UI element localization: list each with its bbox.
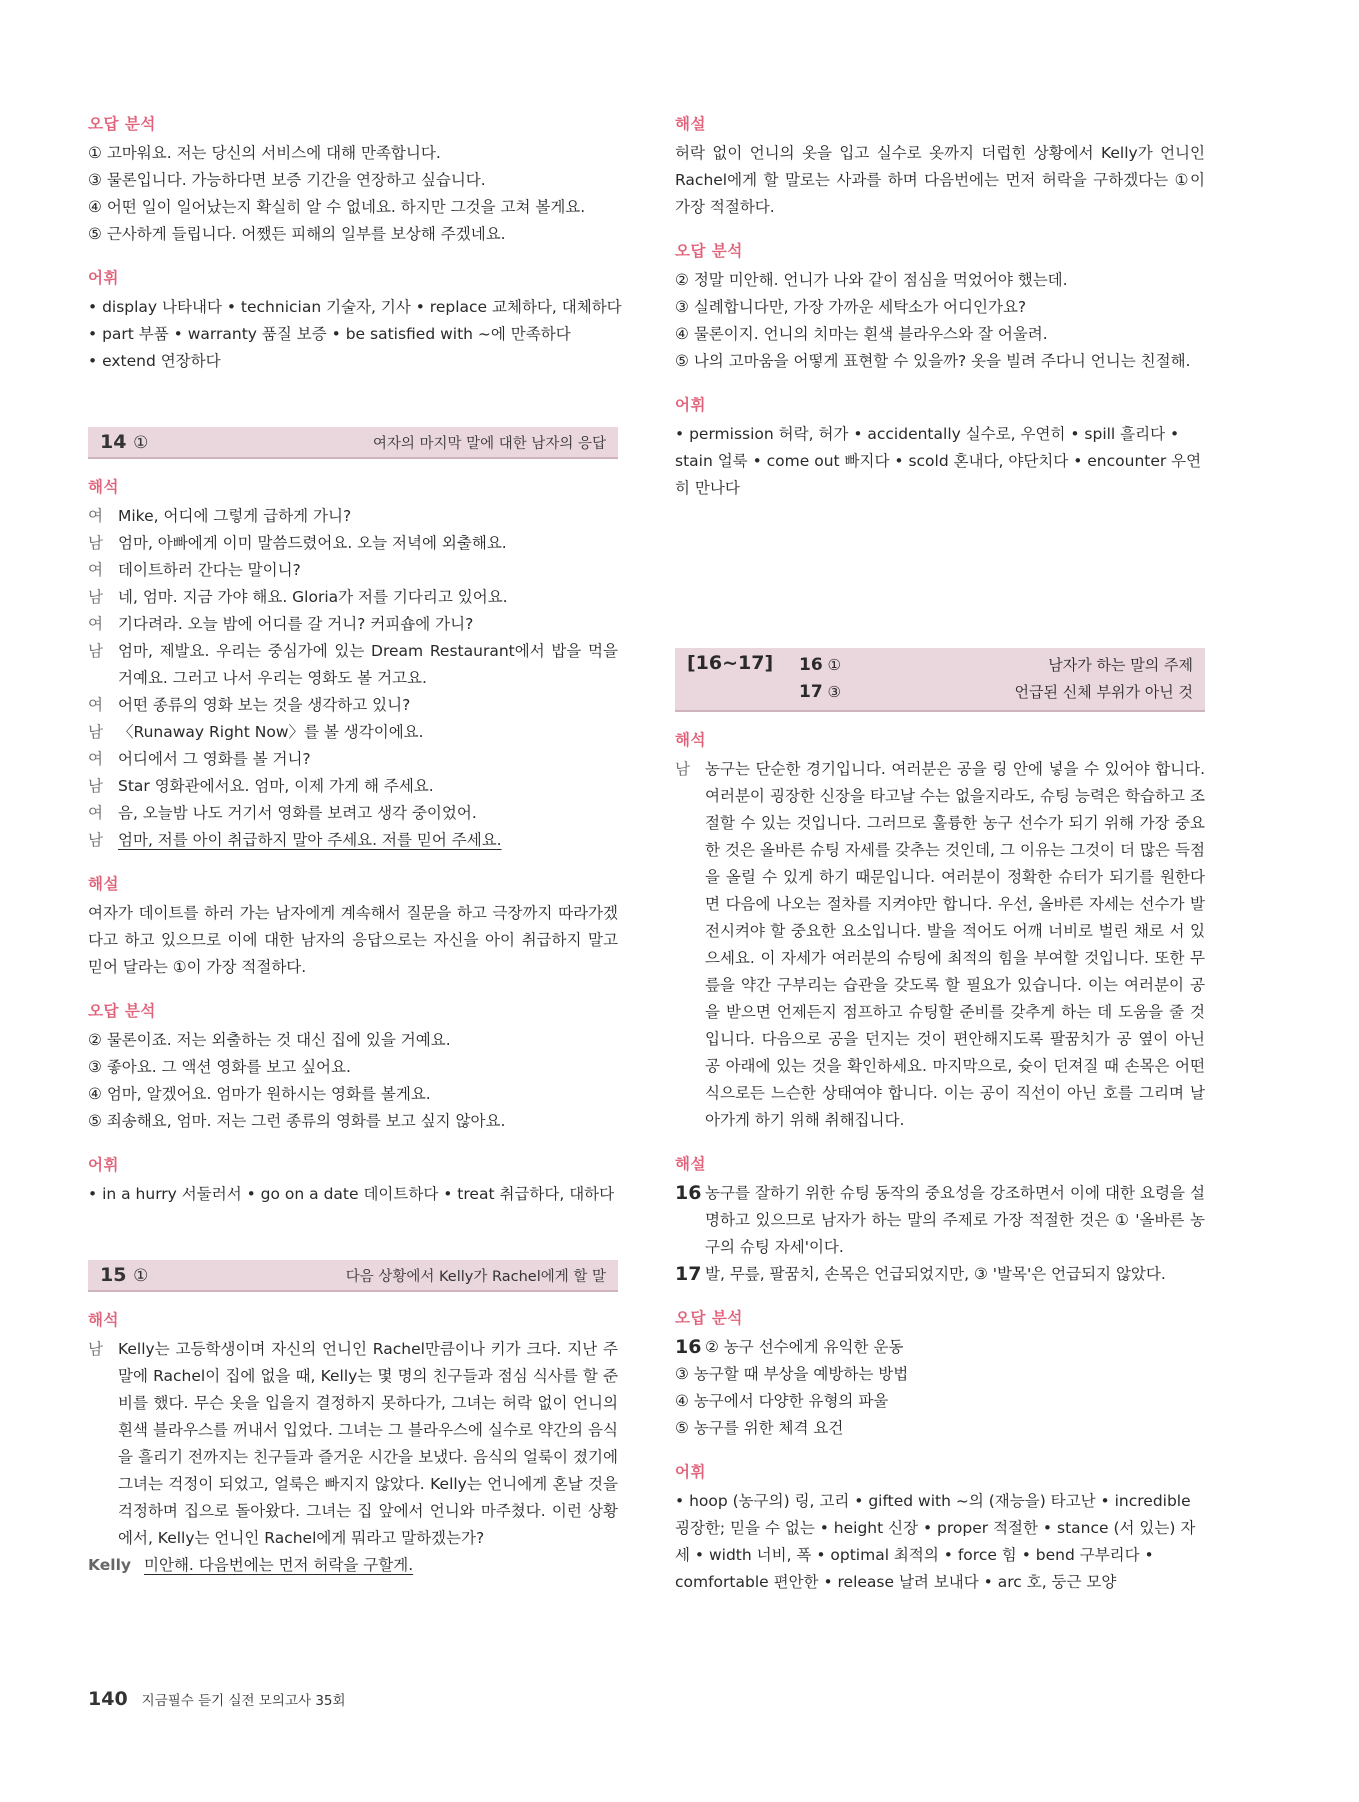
dialogue-line: 남 Star 영화관에서요. 엄마, 이제 가게 해 주세요. xyxy=(88,777,434,795)
wrong-item: ③ 실례합니다만, 가장 가까운 세탁소가 어디인가요? xyxy=(675,298,1027,316)
vocab-label: 어휘 xyxy=(88,1156,119,1174)
vocab-label: 어휘 xyxy=(88,269,119,287)
wrong-item: ② 물론이죠. 저는 외출하는 것 대신 집에 있을 거예요. xyxy=(88,1031,451,1049)
vocab-line: • extend 연장하다 xyxy=(88,352,221,370)
wrong-item: ⑤ 나의 고마움을 어떻게 표현할 수 있을까? 옷을 빌려 주다니 언니는 친절해. xyxy=(675,352,1191,370)
answer-line: Kelly 미안해. 다음번에는 먼저 허락을 구할게. xyxy=(88,1556,414,1574)
wrong-item: ⑤ 죄송해요, 엄마. 저는 그런 종류의 영화를 보고 싶지 않아요. xyxy=(88,1112,506,1130)
vocab-label: 어휘 xyxy=(675,396,706,414)
wrong-analysis-label: 오답 분석 xyxy=(675,1309,743,1327)
dialogue-line: 남 네, 엄마. 지금 가야 해요. Gloria가 저를 기다리고 있어요. xyxy=(88,588,508,606)
script-label: 해석 xyxy=(88,478,119,496)
vocab-line: • display 나타내다 • technician 기술자, 기사 • replace 교체하다, 대체하다 xyxy=(88,298,622,316)
wrong-item: ⑤ 농구를 위한 체격 요건 xyxy=(675,1419,844,1437)
wrong-item: ④ 물론이지. 언니의 치마는 흰색 블라우스와 잘 어울려. xyxy=(675,325,1048,343)
book-title: 지금필수 듣기 실전 모의고사 35회 xyxy=(141,1693,346,1709)
dialogue-line: 남 엄마, 제발요. 우리는 중심가에 있는 Dream Restaurant에서 밥을 먹을 거예요. 그러고 나서 우리는 영화도 볼 거고요. xyxy=(88,642,618,687)
wrong-item: ① 고마워요. 저는 당신의 서비스에 대해 만족합니다. xyxy=(88,144,441,162)
wrong-analysis-label: 오답 분석 xyxy=(675,242,743,260)
explain-label: 해설 xyxy=(88,875,119,893)
explanation-17: 17 발, 무릎, 팔꿈치, 손목은 언급되었지만, ③ '발목'은 언급되지 않았다. xyxy=(675,1263,1166,1285)
explanation: 여자가 데이트를 하러 가는 남자에게 계속해서 질문을 하고 극장까지 따라가겠다고 하고 있으므로 이에 대한 남자의 응답으로는 자신을 아이 취급하지 말고 믿어 달라는 ①이 가장 적절하다. xyxy=(88,904,618,976)
vocab-block: • hoop (농구의) 링, 고리 • gifted with ~의 (재능을) 타고난 • incredible 굉장한; 믿을 수 없는 • height 신장 • proper 적절한 • stance (서 있는) 자세 • width 너비, 폭 • optimal 최적의 • force 힘 • bend 구부리다 • comfortable 편안한 • release 날려 보내다 • arc 호, 둥근 모양 xyxy=(675,1492,1196,1591)
explanation: 허락 없이 언니의 옷을 입고 실수로 옷까지 더럽힌 상황에서 Kelly가 언니인 Rachel에게 할 말로는 사과를 하며 다음번에는 먼저 허락을 구하겠다는 ①이 가장 적절하다. xyxy=(675,144,1205,216)
question-number: 15 ① xyxy=(100,1264,149,1286)
right-column xyxy=(675,112,1205,1596)
explanation-16: 16 농구를 잘하기 위한 슈팅 동작의 중요성을 강조하면서 이에 대한 요령을 설명하고 있으므로 남자가 하는 말의 주제로 가장 적절한 것은 ① '올바른 농구의 슈팅 자세'이다. xyxy=(675,1182,1205,1256)
explain-label: 해설 xyxy=(675,1155,706,1173)
dialogue-line: 여 데이트하러 간다는 말이니? xyxy=(88,561,301,579)
question-14-header xyxy=(88,427,618,459)
wrong-item: ⑤ 근사하게 들립니다. 어쨌든 피해의 일부를 보상해 주겠네요. xyxy=(88,225,506,243)
vocab-label: 어휘 xyxy=(675,1463,706,1481)
question-description: 여자의 마지막 말에 대한 남자의 응답 xyxy=(372,435,606,452)
wrong-item: ④ 농구에서 다양한 유형의 파울 xyxy=(675,1392,889,1410)
dialogue-line: 여 음, 오늘밤 나도 거기서 영화를 보려고 생각 중이었어. xyxy=(88,804,477,822)
question-range: [16~17] xyxy=(687,652,774,674)
dialogue-line: 여 기다려라. 오늘 밤에 어디를 갈 거니? 커피숍에 가니? xyxy=(88,615,474,633)
wrong-item: 16 ② 농구 선수에게 유익한 운동 xyxy=(675,1336,904,1358)
dialogue-line: 남 〈Runaway Right Now〉를 볼 생각이에요. xyxy=(88,723,424,741)
wrong-item: ④ 엄마, 알겠어요. 엄마가 원하시는 영화를 볼게요. xyxy=(88,1085,431,1103)
script-label: 해석 xyxy=(88,1311,119,1329)
vocab-block: • permission 허락, 허가 • accidentally 실수로, 우연히 • spill 흘리다 • stain 얼룩 • come out 빠지다 • scold 혼내다, 야단치다 • encounter 우연히 만나다 xyxy=(675,425,1202,497)
wrong-item: ③ 좋아요. 그 액션 영화를 보고 싶어요. xyxy=(88,1058,351,1076)
wrong-item: ② 정말 미안해. 언니가 나와 같이 점심을 먹었어야 했는데. xyxy=(675,271,1068,289)
page-number: 140 xyxy=(88,1688,128,1710)
vocab-line: • in a hurry 서둘러서 • go on a date 데이트하다 • treat 취급하다, 대하다 xyxy=(88,1185,615,1203)
question-row: 16 ① 남자가 하는 말의 주제 xyxy=(799,655,1193,675)
dialogue-line: 여 Mike, 어디에 그렇게 급하게 가니? xyxy=(88,507,352,525)
dialogue-line: 여 어떤 종류의 영화 보는 것을 생각하고 있니? xyxy=(88,696,411,714)
question-row: 17 ③ 언급된 신체 부위가 아닌 것 xyxy=(799,682,1193,702)
question-description: 다음 상황에서 Kelly가 Rachel에게 할 말 xyxy=(345,1268,606,1285)
dialogue-line: 여 어디에서 그 영화를 볼 거니? xyxy=(88,750,311,768)
narration: 남 Kelly는 고등학생이며 자신의 언니인 Rachel만큼이나 키가 크다. 지난 주말에 Rachel이 집에 없을 때, Kelly는 몇 명의 친구들과 점심 식사를 할 준비를 했다. 무슨 옷을 입을지 결정하지 못하다가, 그녀는 허락 없이 언니의 흰색 블라우스를 꺼내서 입었다. 그녀는 그 블라우스에 실수로 약간의 음식을 흘리기 전까지는 친구들과 즐거운 시간을 보냈다. 음식의 얼룩이 졌기에 그녀는 걱정이 되었고, 얼룩은 빠지지 않았다. Kelly는 언니에게 혼날 것을 걱정하며 집으로 돌아왔다. 그녀는 집 앞에서 언니와 마주쳤다. 이런 상황에서, Kelly는 언니인 Rachel에게 뭐라고 말하겠는가? xyxy=(88,1340,618,1547)
question-number: 14 ① xyxy=(100,431,149,453)
question-15-header xyxy=(88,1260,618,1292)
wrong-item: ④ 어떤 일이 일어났는지 확실히 알 수 없네요. 하지만 그것을 고쳐 볼게요. xyxy=(88,198,586,216)
vocab-line: • part 부품 • warranty 품질 보증 • be satisfied with ~에 만족하다 xyxy=(88,325,571,343)
dialogue-line: 남 엄마, 아빠에게 이미 말씀드렸어요. 오늘 저녁에 외출해요. xyxy=(88,534,507,552)
page-footer xyxy=(88,1688,346,1710)
wrong-analysis-label: 오답 분석 xyxy=(88,1002,156,1020)
question-16-17-header xyxy=(675,648,1205,712)
answer-line: 남 엄마, 저를 아이 취급하지 말아 주세요. 저를 믿어 주세요. xyxy=(88,831,502,849)
dialogue xyxy=(88,503,618,854)
left-column xyxy=(88,112,622,1579)
script-label: 해석 xyxy=(675,731,706,749)
wrong-item: ③ 농구할 때 부상을 예방하는 방법 xyxy=(675,1365,909,1383)
wrong-analysis-label: 오답 분석 xyxy=(88,115,156,133)
explain-label: 해설 xyxy=(675,115,706,133)
wrong-item: ③ 물론입니다. 가능하다면 보증 기간을 연장하고 싶습니다. xyxy=(88,171,486,189)
narration: 남 농구는 단순한 경기입니다. 여러분은 공을 링 안에 넣을 수 있어야 합니다. 여러분이 굉장한 신장을 타고날 수는 없을지라도, 슈팅 능력은 학습하고 조절할 수 있는 것입니다. 그러므로 훌륭한 농구 선수가 되기 위해 가장 중요한 것은 올바른 슈팅 자세를 갖추는 것인데, 그 이유는 그것이 더 많은 득점을 올릴 수 있게 하기 때문입니다. 여러분이 정확한 슈터가 되기를 원한다면 다음에 나오는 절차를 지켜야만 합니다. 우선, 올바른 자세는 선수가 발전시켜야 할 중요한 요소입니다. 발을 적어도 어깨 너비로 벌린 채로 서 있으세요. 이 자세가 여러분의 슈팅에 최적의 힘을 부여할 것입니다. 또한 무릎을 약간 구부리는 습관을 갖도록 할 필요가 있습니다. 이는 여러분이 공을 받으면 언제든지 점프하고 슈팅할 준비를 갖추게 하는 데 도움을 줄 것입니다. 다음으로 공을 던지는 것이 편안해지도록 팔꿈치가 공 옆이 아닌 공 아래에 있는 것을 확인하세요. 마지막으로, 슛이 던져질 때 손목은 어떤 식으로든 느슨한 상태여야 합니다. 이는 공이 직선이 아닌 호를 그리며 날아가게 하기 위해 취해집니다. xyxy=(675,760,1205,1129)
